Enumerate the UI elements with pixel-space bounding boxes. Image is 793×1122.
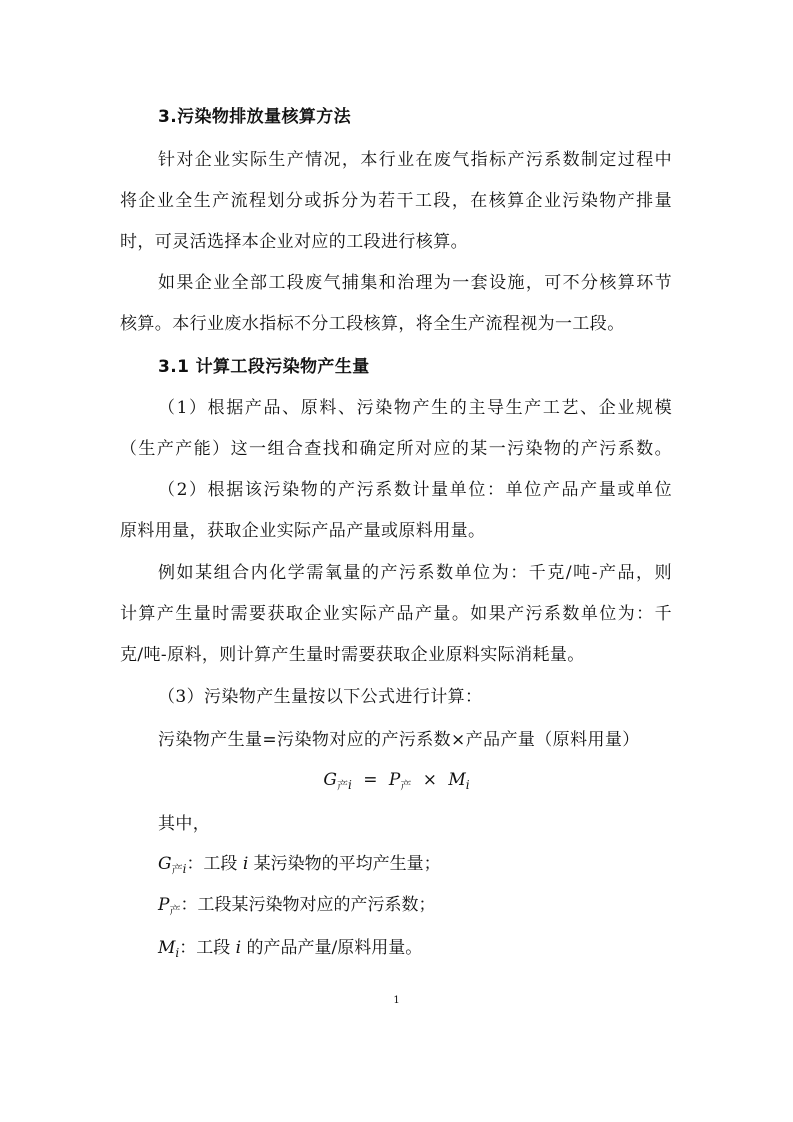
formula-times: × — [422, 770, 437, 790]
item1-line1: （1）根据产品、原料、污染物产生的主导生产工艺、企业规模 — [158, 398, 672, 418]
para2-line1: 如果企业全部工段废气捕集和治理为一套设施，可不分核算环节 — [158, 273, 672, 293]
def-M-text-b: 的产品产量/原料用量。 — [241, 938, 423, 958]
formula-G-sub: 产 — [336, 779, 348, 792]
def-G-text-a: ：工段 — [186, 854, 243, 874]
def-G-symbol: G — [158, 854, 172, 874]
definition-G — [158, 853, 441, 881]
definition-M — [158, 937, 422, 964]
page-number: 1 — [393, 995, 400, 1006]
def-M-text-i: i — [235, 938, 242, 958]
def-P-sub: 产 — [169, 904, 181, 917]
section-heading-3-1: 3.1 计算工段污染物产生量 — [158, 357, 370, 377]
item1-line2: （生产产能）这一组合查找和确定所对应的某一污染物的产污系数。 — [120, 439, 672, 459]
example-line3: 克/吨-原料，则计算产生量时需要获取企业原料实际消耗量。 — [120, 645, 585, 665]
para1-line2: 将企业全生产流程划分或拆分为若干工段，在核算企业污染物产排量 — [120, 191, 672, 211]
formula-G-sub-i: i — [347, 778, 352, 792]
def-M-symbol: M — [158, 938, 176, 958]
para1-line1: 针对企业实际生产情况，本行业在废气指标产污系数制定过程中 — [158, 150, 672, 170]
definition-P — [158, 894, 435, 922]
def-M-text-a: ：工段 — [179, 938, 236, 958]
def-P-symbol: P — [158, 895, 170, 915]
def-G-sub-i: i — [182, 862, 187, 876]
item3: （3）污染物产生量按以下公式进行计算： — [158, 687, 483, 707]
formula-M: M — [448, 770, 466, 790]
formula-equals: = — [363, 770, 378, 790]
formula-P-sub: 产 — [400, 779, 412, 792]
def-G-text-i: i — [242, 854, 249, 874]
item2-line1: （2）根据该污染物的产污系数计量单位：单位产品产量或单位 — [158, 480, 672, 500]
formula-G: G — [323, 770, 337, 790]
section-heading-3: 3.污染物排放量核算方法 — [158, 107, 352, 127]
formula-equation — [0, 770, 793, 793]
formula-M-sub-i: i — [465, 778, 470, 792]
para2-line2: 核算。本行业废水指标不分工段核算，将全生产流程视为一工段。 — [120, 314, 625, 334]
def-G-text-b: 某污染物的平均产生量； — [248, 854, 441, 874]
para1-line3: 时，可灵活选择本企业对应的工段进行核算。 — [120, 232, 468, 252]
where-label: 其中， — [158, 814, 211, 834]
example-line2: 计算产生量时需要获取企业实际产品产量。如果产污系数单位为：千 — [120, 604, 672, 624]
def-M-sub-i: i — [175, 946, 180, 960]
formula-P: P — [388, 770, 401, 790]
formula-text: 污染物产生量=污染物对应的产污系数×产品产量（原料用量） — [158, 730, 640, 750]
item2-line2: 原料用量，获取企业实际产品产量或原料用量。 — [120, 521, 486, 541]
example-line1: 例如某组合内化学需氧量的产污系数单位为：千克/吨-产品，则 — [158, 563, 672, 583]
def-P-text: ：工段某污染物对应的产污系数； — [180, 895, 436, 915]
def-G-sub: 产 — [171, 863, 183, 876]
